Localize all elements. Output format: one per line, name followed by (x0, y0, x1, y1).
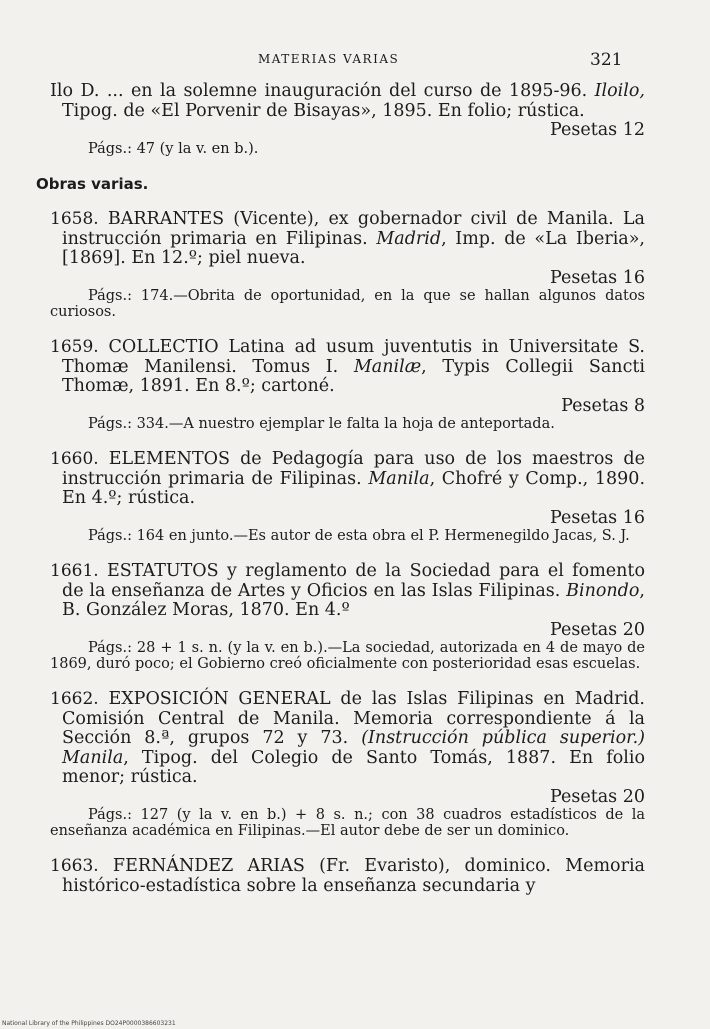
page-content (36, 81, 646, 914)
section-heading: Obras varias. (36, 174, 149, 193)
entry-price: Pesetas 20 (550, 786, 645, 807)
entry-number: 1658. (50, 209, 99, 229)
entry-price: Pesetas 8 (561, 395, 645, 416)
catalog-entry (50, 857, 645, 896)
page-number: 321 (590, 50, 623, 70)
entry-text: 1662. EXPOSICIÓN GENERAL de las Islas Filipinas en Madrid. Comisión Central de Manila. Memoria correspondiente á la Sección 8.ª, grupos 72 y 73. (Instrucción pública superior.) Manila, Tipog. del Colegio de Santo Tomás, 1887. En folio menor; rústica. (50, 689, 646, 787)
entry-price: Pesetas 20 (550, 619, 645, 640)
entry-number: 1662. (50, 689, 99, 709)
entry-note: Págs.: 334.—A nuestro ejemplar le falta la hoja de anteportada. (88, 416, 555, 432)
entry-text: 1660. ELEMENTOS de Pedagogía para uso de los maestros de instrucción primaria de Filipinas. Manila, Chofré y Comp., 1890. En 4.º; rústica. (50, 449, 646, 508)
entry-text: 1663. FERNÁNDEZ ARIAS (Fr. Evaristo), dominico. Memoria histórico-estadística sobre la enseñanza secundaria y (50, 856, 645, 896)
catalog-entry (50, 690, 645, 839)
entry-note: Págs.: 127 (y la v. en b.) + 8 s. n.; con 38 cuadros estadísticos de la enseñanza académica en Filipinas.—El autor debe de ser un dominico. (50, 807, 645, 839)
intro-entry (50, 82, 645, 157)
entry-note: Págs.: 28 + 1 s. n. (y la v. en b.).—La sociedad, autorizada en 4 de mayo de 1869, duró poco; el Gobierno creó oficialmente con posterioridad esas escuelas. (50, 640, 645, 672)
library-stamp: National Library of the Philippines DO24P0000386603231 (2, 1020, 176, 1027)
entry-text: 1659. COLLECTIO Latina ad usum juventutis in Universitate S. Thomæ Manilensi. Tomus I. Manilæ, Typis Collegii Sancti Thomæ, 1891. En 8.º; cartoné. (50, 337, 646, 396)
entry-price: Pesetas 12 (550, 120, 645, 140)
entry-number: 1660. (50, 449, 99, 469)
entry-number: 1661. (50, 561, 99, 581)
entry-note: Págs.: 47 (y la v. en b.). (88, 140, 259, 157)
catalog-entry (50, 210, 645, 320)
entry-price: Pesetas 16 (550, 507, 645, 528)
entry-price: Pesetas 16 (550, 267, 645, 288)
entry-number: 1663. (50, 856, 99, 876)
catalog-entry (50, 450, 645, 544)
running-title: MATERIAS VARIAS (258, 52, 400, 66)
entry-text: 1658. BARRANTES (Vicente), ex gobernador civil de Manila. La instrucción primaria en Filipinas. Madrid, Imp. de «La Iberia», [1869]. En 12.º; piel nueva. (50, 209, 645, 268)
entry-text: Ilo D. ... en la solemne inauguración del curso de 1895-96. Iloilo, Tipog. de «El Porvenir de Bisayas», 1895. En folio; rústica. (50, 81, 645, 121)
running-head (0, 46, 710, 76)
catalog-entry (50, 562, 645, 672)
catalog-entry (50, 338, 645, 432)
entry-number: 1659. (50, 337, 99, 357)
entry-text: 1661. ESTATUTOS y reglamento de la Sociedad para el fomento de la enseñanza de Artes y Oficios en las Islas Filipinas. Binondo, B. González Moras, 1870. En 4.º (50, 561, 645, 620)
entry-note: Págs.: 164 en junto.—Es autor de esta obra el P. Hermenegildo Jacas, S. J. (88, 528, 630, 544)
entry-note: Págs.: 174.—Obrita de oportunidad, en la que se hallan algunos datos curiosos. (50, 288, 645, 320)
